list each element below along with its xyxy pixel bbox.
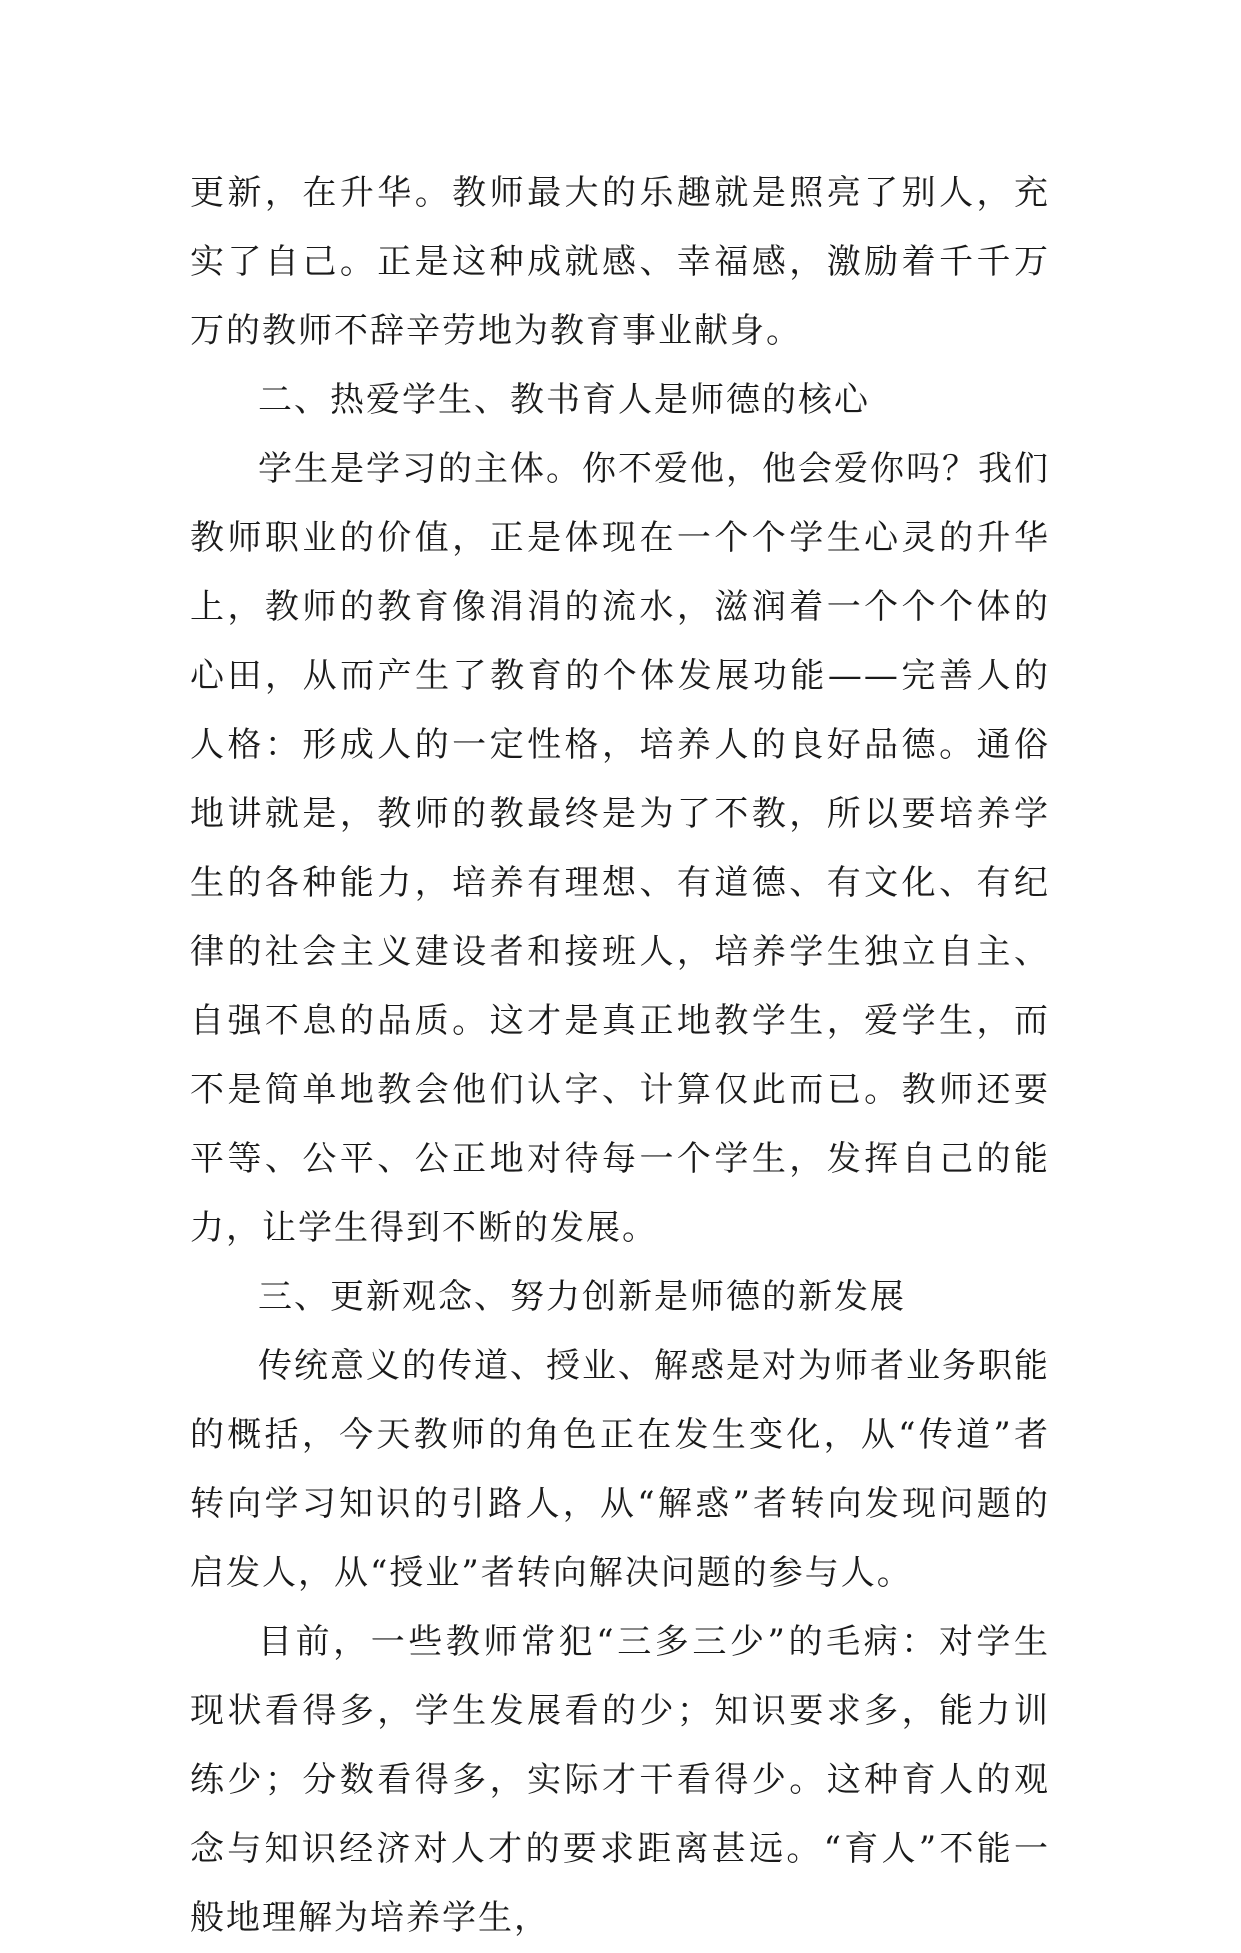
paragraph: 传统意义的传道、授业、解惑是对为师者业务职能的概括，今天教师的角色正在发生变化，从“传道”者转向学习知识的引路人，从“解惑”者转向发现问题的启发人，从“授业”者转向解决问题的参与人。 — [190, 1346, 1050, 1593]
paragraph: 目前，一些教师常犯“三多三少”的毛病：对学生现状看得多，学生发展看的少；知识要求多，能力训练少；分数看得多，实际才干看得少。这种育人的观念与知识经济对人才的要求距离甚远。“育人”不能一般地理解为培养学生， — [190, 1622, 1050, 1938]
section-heading-2: 二、热爱学生、教书育人是师德的核心 — [258, 380, 870, 420]
paragraph: 学生是学习的主体。你不爱他，他会爱你吗？我们教师职业的价值，正是体现在一个个学生心灵的升华上，教师的教育像涓涓的流水，滋润着一个个个体的心田，从而产生了教育的个体发展功能——完善人的人格：形成人的一定性格，培养人的良好品德。通俗地讲就是，教师的教最终是为了不教，所以要培养学生的各种能力，培养有理想、有道德、有文化、有纪律的社会主义建设者和接班人，培养学生独立自主、自强不息的品质。这才是真正地教学生，爱学生，而不是简单地教会他们认字、计算仅此而已。教师还要平等、公平、公正地对待每一个学生，发挥自己的能力，让学生得到不断的发展。 — [190, 449, 1050, 1248]
paragraph-continued: 更新，在升华。教师最大的乐趣就是照亮了别人，充实了自己。正是这种成就感、幸福感，激励着千千万万的教师不辞辛劳地为教育事业献身。 — [190, 173, 1050, 351]
section-heading-3: 三、更新观念、努力创新是师德的新发展 — [258, 1277, 906, 1317]
document-body — [190, 159, 1050, 1953]
